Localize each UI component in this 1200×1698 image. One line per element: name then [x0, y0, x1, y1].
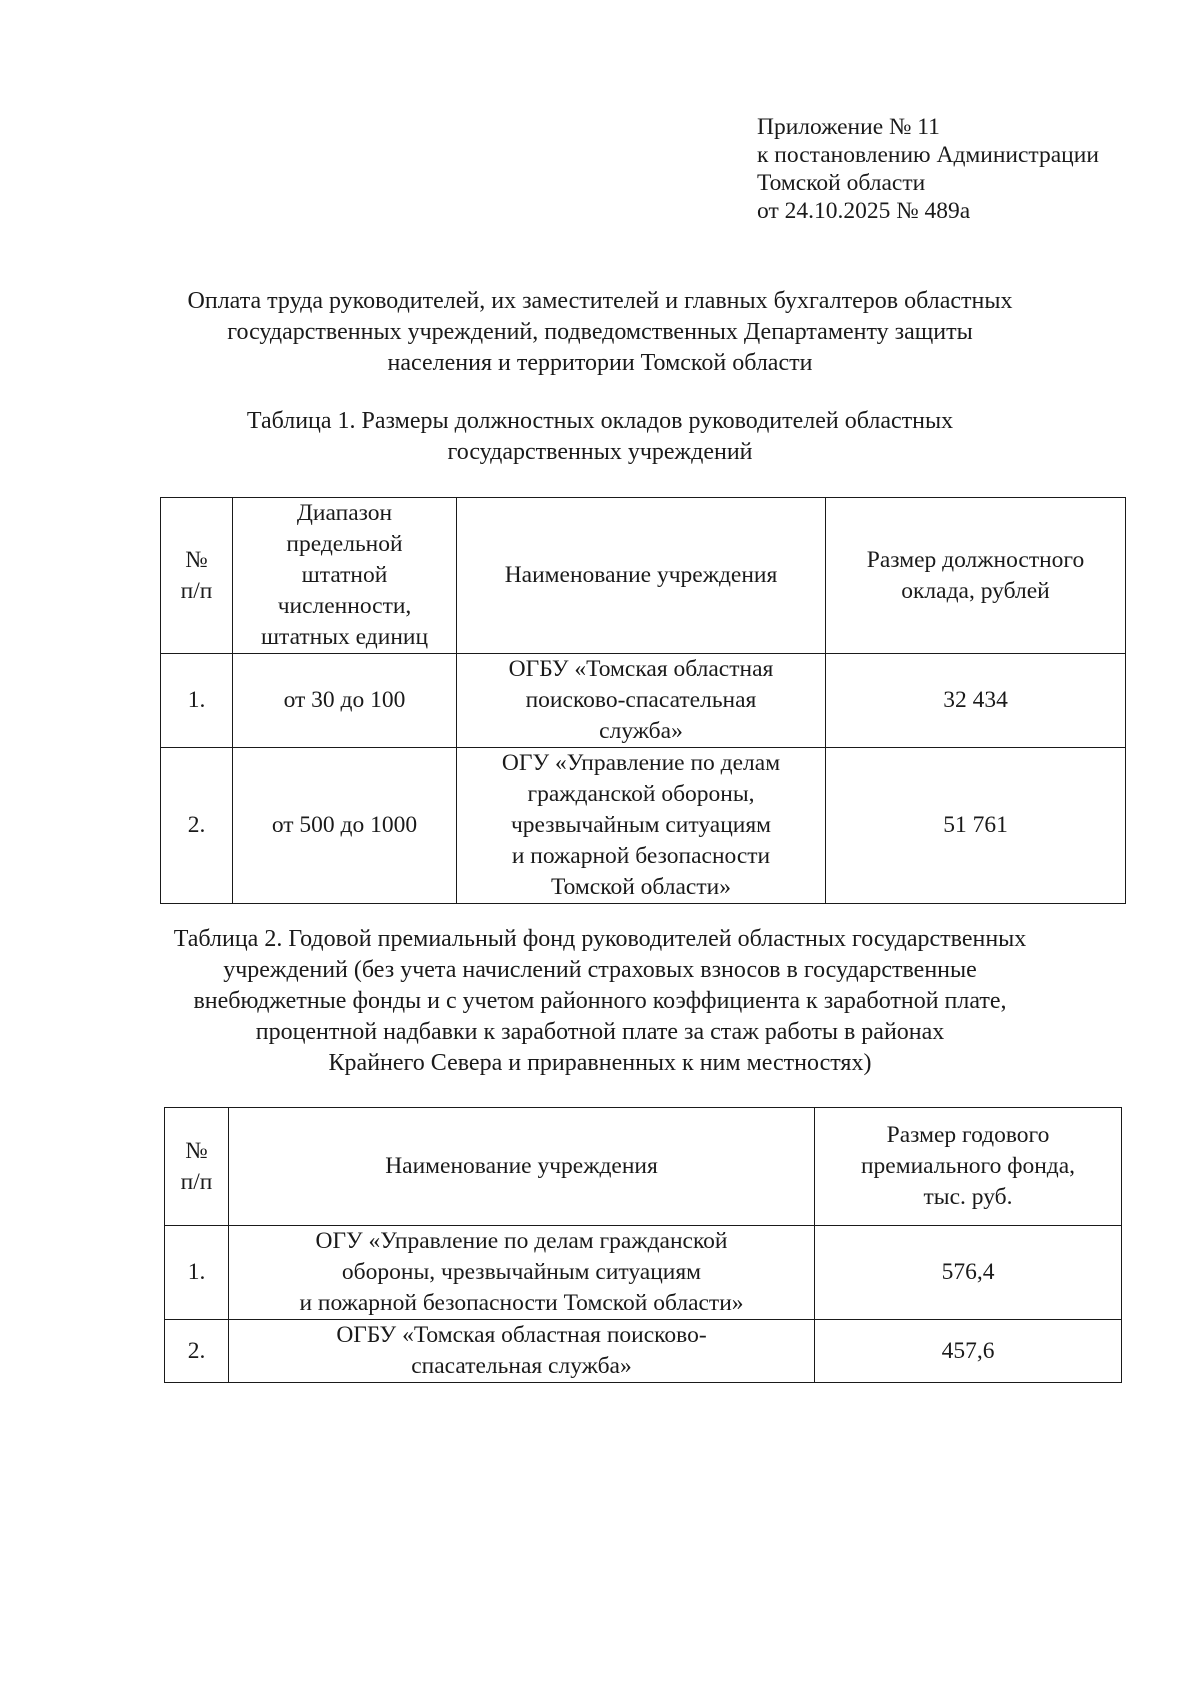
- caption-line: учреждений (без учета начислений страховых взносов в государственные: [223, 957, 977, 983]
- cell-num: 2.: [165, 1320, 229, 1383]
- cell-num: 2.: [161, 748, 233, 904]
- table-row: [161, 654, 1126, 748]
- cell-name: ОГБУ «Томская областная поисково- спасательная служба»: [229, 1320, 815, 1383]
- cell-salary: 32 434: [826, 654, 1126, 748]
- title-line: государственных учреждений, подведомственных Департаменту защиты: [227, 319, 973, 345]
- header-num: № п/п: [161, 498, 233, 654]
- cell-salary: 51 761: [826, 748, 1126, 904]
- header-fund: Размер годового премиального фонда, тыс. руб.: [815, 1108, 1122, 1226]
- salary-table: [160, 497, 1126, 904]
- header-range: Диапазон предельной штатной численности, штатных единиц: [233, 498, 457, 654]
- caption-line: государственных учреждений: [447, 439, 753, 465]
- table-row: [165, 1226, 1122, 1320]
- table-row: [161, 748, 1126, 904]
- caption-line: внебюджетные фонды и с учетом районного коэффициента к заработной плате,: [193, 988, 1007, 1014]
- appendix-line: Томской области: [757, 170, 926, 196]
- header-salary: Размер должностного оклада, рублей: [826, 498, 1126, 654]
- title-line: населения и территории Томской области: [387, 350, 813, 376]
- cell-range: от 30 до 100: [233, 654, 457, 748]
- title-line: Оплата труда руководителей, их заместителей и главных бухгалтеров областных: [187, 288, 1013, 314]
- cell-num: 1.: [161, 654, 233, 748]
- header-name: Наименование учреждения: [457, 498, 826, 654]
- cell-name: ОГБУ «Томская областная поисково-спасательная служба»: [457, 654, 826, 748]
- appendix-block: [757, 113, 1099, 225]
- document-title: [140, 286, 1060, 379]
- table-header-row: [161, 498, 1126, 654]
- cell-name: ОГУ «Управление по делам гражданской обороны, чрезвычайным ситуациям и пожарной безопасности Томской области»: [457, 748, 826, 904]
- appendix-line: к постановлению Администрации: [757, 142, 1099, 168]
- table-row: [165, 1320, 1122, 1383]
- table1-caption: [180, 406, 1020, 468]
- caption-line: процентной надбавки к заработной плате за стаж работы в районах: [255, 1019, 945, 1045]
- cell-num: 1.: [165, 1226, 229, 1320]
- caption-line: Таблица 1. Размеры должностных окладов руководителей областных: [246, 408, 954, 434]
- cell-fund: 576,4: [815, 1226, 1122, 1320]
- bonus-fund-table: [164, 1107, 1122, 1383]
- cell-range: от 500 до 1000: [233, 748, 457, 904]
- header-num: № п/п: [165, 1108, 229, 1226]
- appendix-line: Приложение № 11: [757, 114, 940, 140]
- caption-line: Крайнего Севера и приравненных к ним местностях): [328, 1050, 872, 1076]
- header-name: Наименование учреждения: [229, 1108, 815, 1226]
- table2-caption: [140, 924, 1060, 1079]
- cell-fund: 457,6: [815, 1320, 1122, 1383]
- caption-line: Таблица 2. Годовой премиальный фонд руководителей областных государственных: [173, 926, 1027, 952]
- table-header-row: [165, 1108, 1122, 1226]
- appendix-line: от 24.10.2025 № 489а: [757, 198, 971, 224]
- cell-name: ОГУ «Управление по делам гражданской обороны, чрезвычайным ситуациям и пожарной безопасности Томской области»: [229, 1226, 815, 1320]
